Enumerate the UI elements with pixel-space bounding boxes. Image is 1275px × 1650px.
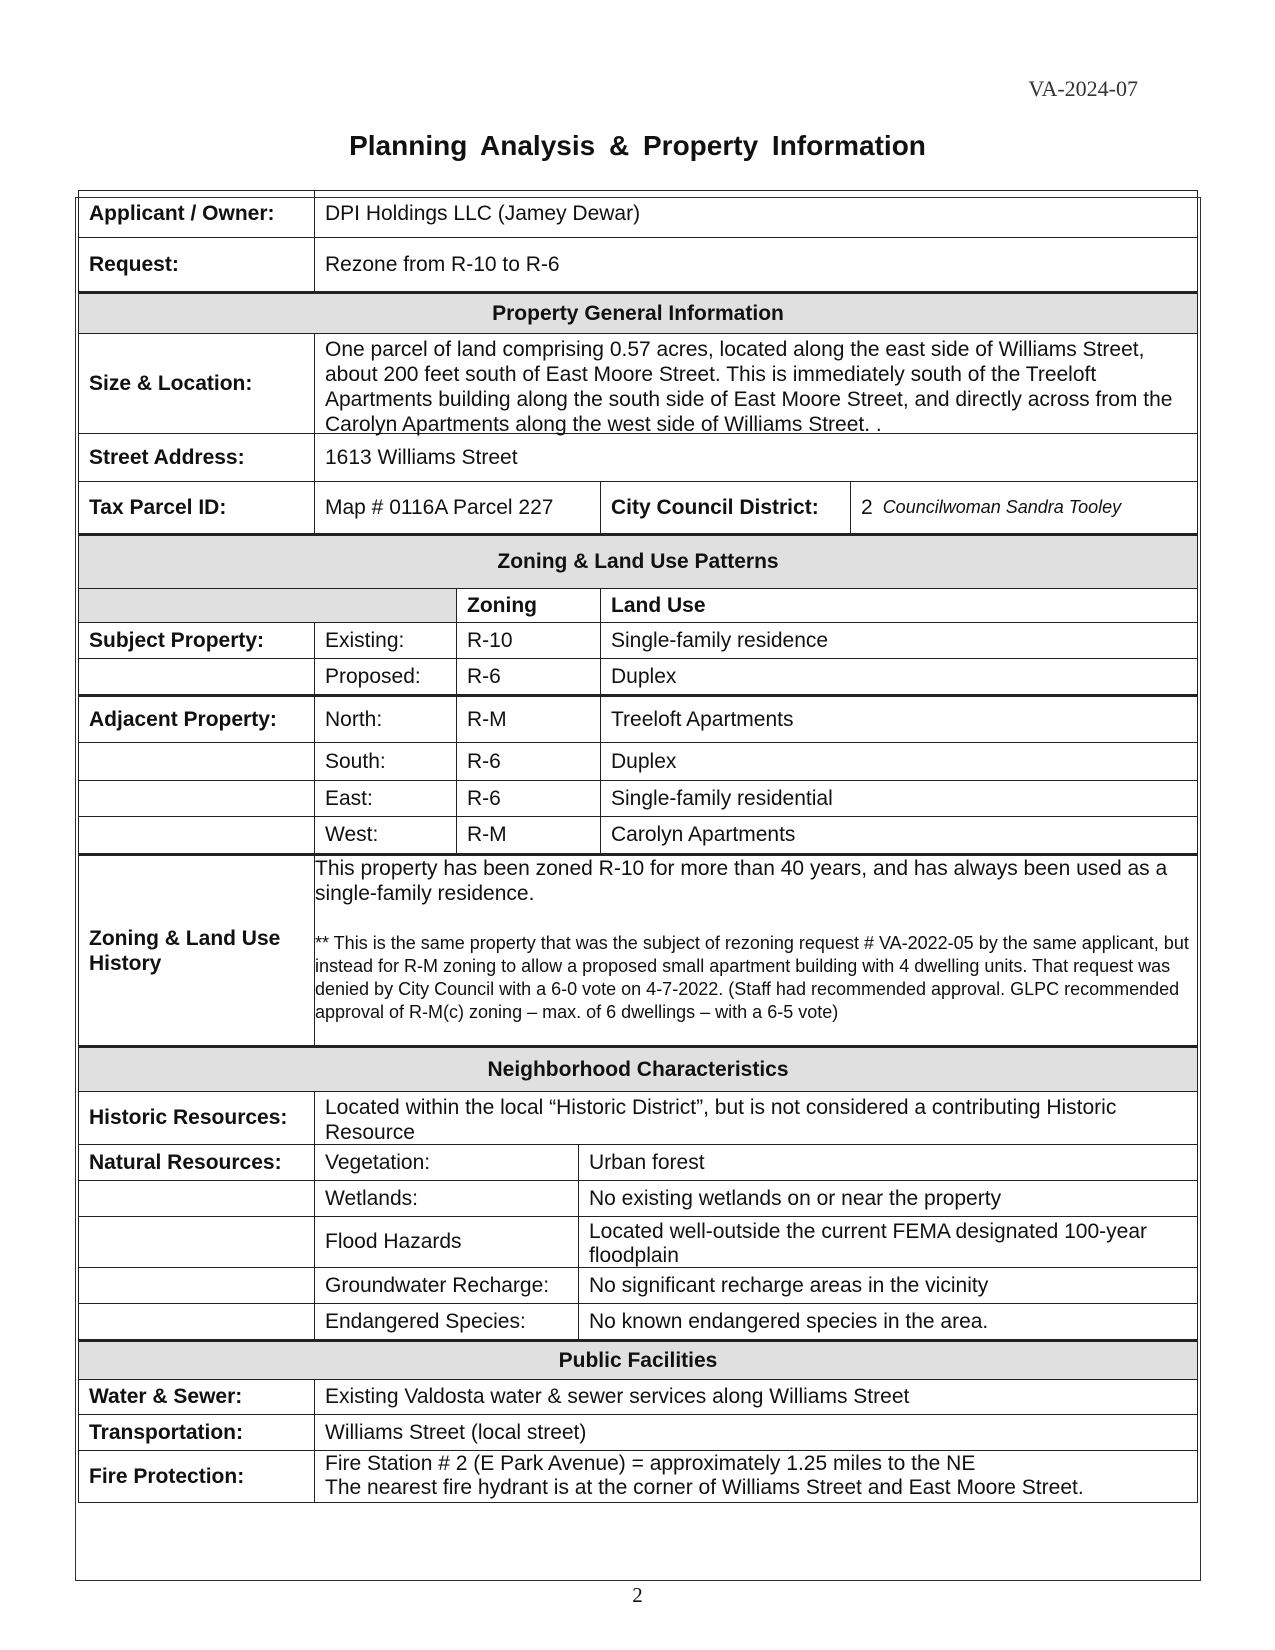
zoning-code: R-6	[456, 781, 600, 816]
zoning-code: R-M	[456, 817, 600, 853]
page-number: 2	[632, 1583, 643, 1607]
fire-hydrant-line: The nearest fire hydrant is at the corner of Williams Street and East Moore Street.	[325, 1476, 1084, 1499]
section-header-neighborhood	[78, 1046, 1198, 1092]
zoning-code: R-6	[456, 659, 600, 694]
table-row	[78, 659, 1198, 695]
water-sewer-value: Existing Valdosta water & sewer services along Williams Street	[314, 1380, 1197, 1414]
zoning-direction: East:	[314, 781, 456, 816]
empty-label-cell	[79, 659, 331, 694]
empty-label-cell	[79, 1217, 331, 1267]
natural-resources-label: Natural Resources:	[89, 1150, 282, 1174]
transportation-value: Williams Street (local street)	[314, 1415, 1197, 1450]
natural-value: No known endangered species in the area.	[578, 1304, 1197, 1339]
natural-item: Wetlands:	[314, 1181, 578, 1216]
zoning-code: R-6	[456, 743, 600, 780]
section-header-zoning	[78, 534, 1198, 589]
empty-label-cell	[79, 1181, 331, 1216]
empty-label-cell	[79, 743, 331, 780]
natural-item: Flood Hazards	[314, 1217, 578, 1267]
section-title: Public Facilities	[558, 1348, 718, 1372]
table-row	[78, 1145, 1198, 1181]
table-row-water-sewer	[78, 1380, 1198, 1415]
historic-value: Located within the local “Historic District”, but is not considered a contributing Historic Resource	[314, 1092, 1197, 1144]
table-row-tax-parcel	[78, 482, 1198, 534]
street-address-label: Street Address:	[89, 445, 245, 469]
table-row-fire-protection	[78, 1451, 1198, 1503]
street-address-value: 1613 Williams Street	[314, 434, 1197, 481]
section-header-public	[78, 1340, 1198, 1380]
empty-label-cell	[79, 817, 331, 853]
natural-value: Located well-outside the current FEMA designated 100-year floodplain	[578, 1217, 1197, 1267]
natural-value: No existing wetlands on or near the property	[578, 1181, 1197, 1216]
zoning-direction: North:	[314, 697, 456, 742]
table-row	[78, 743, 1198, 781]
historic-label: Historic Resources:	[89, 1106, 288, 1129]
land-use: Single-family residential	[600, 781, 1197, 816]
document-id: VA-2024-07	[1028, 76, 1138, 101]
zoning-history-label: Zoning & Land Use History	[89, 926, 281, 975]
table-row	[78, 781, 1198, 817]
empty-label-cell	[79, 1304, 331, 1339]
table-row-applicant	[78, 190, 1198, 238]
empty-label-cell	[79, 1268, 331, 1303]
table-row-historic	[78, 1092, 1198, 1145]
table-row-request	[78, 238, 1198, 292]
zoning-direction: South:	[314, 743, 456, 780]
water-sewer-label: Water & Sewer:	[89, 1385, 243, 1408]
natural-item: Groundwater Recharge:	[314, 1268, 578, 1303]
natural-value: Urban forest	[578, 1145, 1197, 1180]
table-row	[78, 695, 1198, 743]
table-row	[78, 817, 1198, 854]
applicant-value: DPI Holdings LLC (Jamey Dewar)	[314, 191, 1197, 237]
table-row	[78, 1217, 1198, 1268]
section-title: Zoning & Land Use Patterns	[497, 550, 779, 573]
table-row-street-address	[78, 434, 1198, 482]
section-header-property	[78, 292, 1198, 334]
empty-label-cell	[79, 781, 331, 816]
zoning-history-note: ** This is the same property that was the subject of rezoning request # VA-2022-05 by the same applicant, but instead for R-M zoning to allow a proposed small apartment building with 4 dwelling units. That request was denied by City Council with a 6-0 vote on 4-7-2022. (Staff had recommended approval. GLPC recommended approval of R-M(c) zoning – max. of 6 dwellings – with a 6-5 vote)	[315, 933, 1189, 1022]
zoning-history-value	[314, 856, 1197, 1045]
applicant-label: Applicant / Owner:	[89, 202, 275, 225]
section-title: Property General Information	[492, 301, 784, 325]
land-use: Duplex	[600, 659, 1197, 694]
tax-parcel-value: Map # 0116A Parcel 227	[314, 482, 600, 533]
table-row-size-location	[78, 334, 1198, 434]
transportation-label: Transportation:	[89, 1420, 244, 1444]
zoning-history-paragraph: This property has been zoned R-10 for more than 40 years, and has always been used as a single-family residence.	[315, 857, 1168, 905]
size-location-label: Size & Location:	[89, 371, 253, 395]
table-row-zoning-header	[78, 589, 1198, 623]
adjacent-property-label: Adjacent Property:	[89, 707, 277, 731]
zoning-direction: Proposed:	[314, 659, 456, 694]
zoning-column-header: Zoning	[456, 589, 600, 622]
land-use-column-header: Land Use	[600, 589, 1197, 622]
zoning-header-blank	[79, 589, 456, 622]
council-district-value	[850, 482, 1197, 533]
table-row	[78, 1181, 1198, 1217]
zoning-code: R-M	[456, 697, 600, 742]
land-use: Treeloft Apartments	[600, 697, 1197, 742]
natural-item: Endangered Species:	[314, 1304, 578, 1339]
section-title: Neighborhood Characteristics	[487, 1057, 789, 1081]
council-district-number: 2	[861, 495, 873, 519]
tax-parcel-label: Tax Parcel ID:	[89, 495, 227, 519]
zoning-direction: West:	[314, 817, 456, 853]
table-row	[78, 1304, 1198, 1340]
fire-protection-value	[314, 1451, 1197, 1502]
table-row-zoning-history	[78, 854, 1198, 1046]
subject-property-label: Subject Property:	[89, 628, 265, 652]
table-row-transportation	[78, 1415, 1198, 1451]
request-value: Rezone from R-10 to R-6	[314, 238, 1197, 291]
land-use: Duplex	[600, 743, 1197, 780]
land-use: Single-family residence	[600, 623, 1197, 658]
table-row	[78, 623, 1198, 659]
council-district-rep: Councilwoman Sandra Tooley	[882, 497, 1122, 517]
fire-station-line: Fire Station # 2 (E Park Avenue) = approximately 1.25 miles to the NE	[325, 1452, 976, 1475]
request-label: Request:	[89, 252, 179, 276]
table-row	[78, 1268, 1198, 1304]
zoning-direction: Existing:	[314, 623, 456, 658]
natural-value: No significant recharge areas in the vicinity	[578, 1268, 1197, 1303]
council-district-label: City Council District:	[600, 482, 850, 533]
natural-item: Vegetation:	[314, 1145, 578, 1180]
zoning-code: R-10	[456, 623, 600, 658]
page-title: Planning Analysis & Property Information	[349, 130, 926, 161]
fire-protection-label: Fire Protection:	[89, 1464, 245, 1488]
size-location-value: One parcel of land comprising 0.57 acres, located along the east side of Williams Street, about 200 feet south of East Moore Street. This is immediately south of the Treeloft Apartments building along the south side of East Moore Street, and directly across from the Carolyn Apartments along the west side of Williams Street. .	[314, 334, 1197, 433]
land-use: Carolyn Apartments	[600, 817, 1197, 853]
